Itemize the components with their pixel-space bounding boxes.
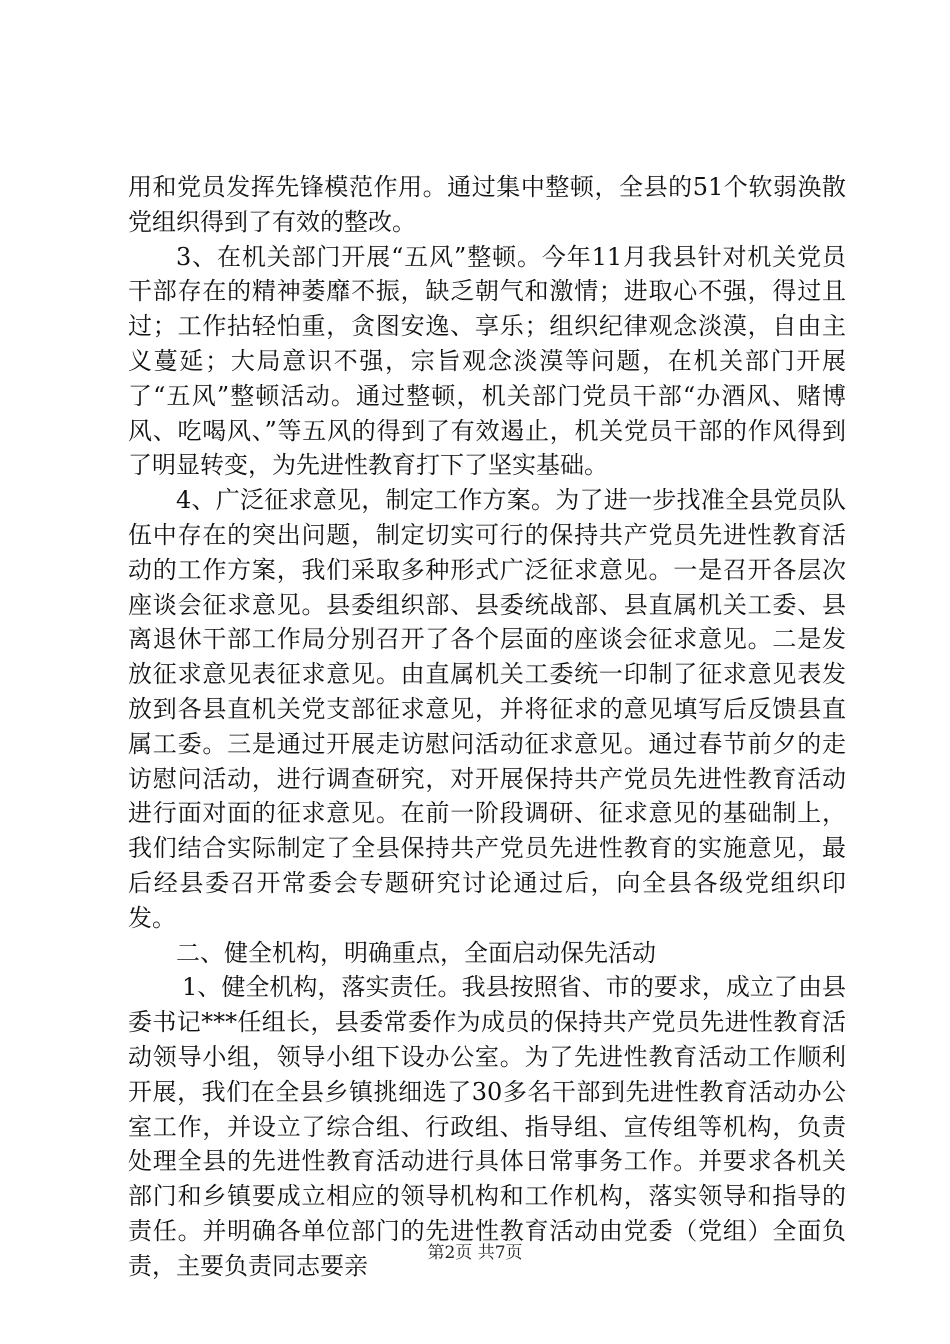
paragraph-4: 1、健全机构，落实责任。我县按照省、市的要求，成立了由县委书记***任组长，县委常委作为成员的保持共产党员先进性教育活动领导小组，领导小组下设办公室。为了先进性教育活动工作顺利开展，我们在全县乡镇挑细选了30多名干部到先进性教育活动办公室工作，并设立了综合组、行政组、指导组、宣传组等机构，负责处理全县的先进性教育活动进行具体日常事务工作。并要求各机关部门和乡镇要成立相应的领导机构和工作机构，落实领导和指导的责任。并明确各单位部门的先进性教育活动由党委（党组）全面负责，主要负责同志要亲 — [128, 973, 846, 1280]
page-number-label: 第2页 共7页 — [427, 1243, 523, 1263]
paragraph-3: 4、广泛征求意见，制定工作方案。为了进一步找准全县党员队伍中存在的突出问题，制定切实可行的保持共产党员先进性教育活动的工作方案，我们采取多种形式广泛征求意见。一是召开各层次座谈会征求意见。县委组织部、县委统战部、县直属机关工委、县离退休干部工作局分别召开了各个层面的座谈会征求意见。二是发放征求意见表征求意见。由直属机关工委统一印制了征求意见表发放到各县直机关党支部征求意见，并将征求的意见填写后反馈县直属工委。三是通过开展走访慰问活动征求意见。通过春节前夕的走访慰问活动，进行调查研究，对开展保持共产党员先进性教育活动进行面对面的征求意见。在前一阶段调研、征求意见的基础制上，我们结合实际制定了全县保持共产党员先进性教育的实施意见，最后经县委召开常委会专题研究讨论通过后，向全县各级党组织印发。 — [128, 486, 846, 932]
page-footer — [0, 1242, 950, 1264]
paragraph-1: 用和党员发挥先锋模范作用。通过集中整顿，全县的51个软弱涣散党组织得到了有效的整改。 — [128, 173, 846, 236]
document-body — [128, 170, 846, 1284]
section-heading: 二、健全机构，明确重点，全面启动保先活动 — [176, 938, 656, 967]
paragraph-2: 3、在机关部门开展“五风”整顿。今年11月我县针对机关党员干部存在的精神萎靡不振，缺乏朝气和激情；进取心不强，得过且过；工作拈轻怕重，贪图安逸、享乐；组织纪律观念淡漠，自由主义蔓延；大局意识不强，宗旨观念淡漠等问题，在机关部门开展了“五风”整顿活动。通过整顿，机关部门党员干部“办酒风、赌博风、吃喝风、”等五风的得到了有效遏止，机关党员干部的作风得到了明显转变，为先进性教育打下了坚实基础。 — [128, 242, 846, 480]
